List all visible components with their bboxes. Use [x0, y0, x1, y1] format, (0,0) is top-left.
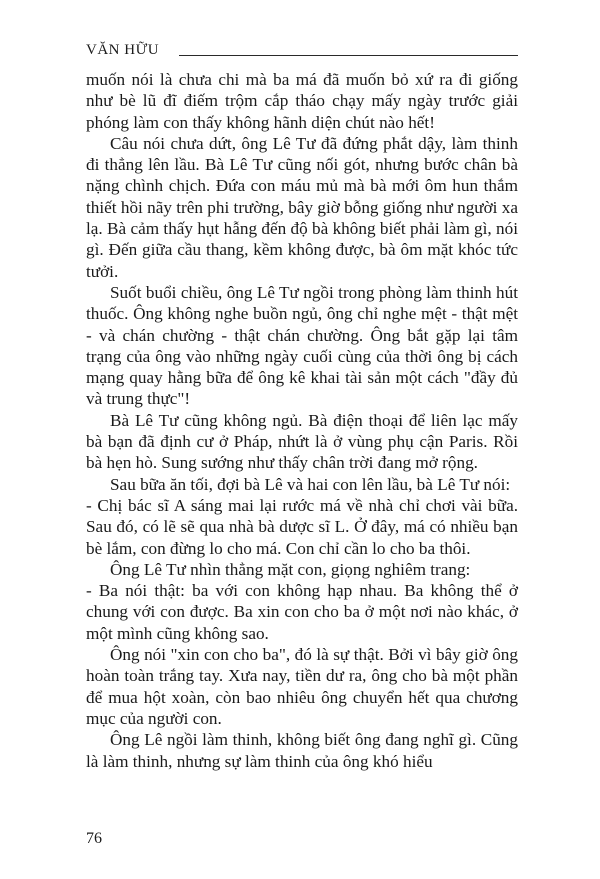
paragraph: Câu nói chưa dứt, ông Lê Tư đã đứng phắt dậy, làm thinh đi thẳng lên lầu. Bà Lê Tư cũng nối gót, nhưng bước chân bà nặng chình chịch. Đứa con máu mủ mà bà mới ôm hun thắm thiết hồi nãy trên phi trường, bây giờ bỗng giống như người xa lạ. Bà cảm thấy hụt hẫng đến độ bà không biết phải làm gì, nói gì. Đến giữa cầu thang, kềm không được, bà ôm mặt khóc tức tưởi.: [86, 133, 518, 281]
page-number: 76: [86, 830, 102, 847]
paragraph: Suốt buổi chiều, ông Lê Tư ngồi trong phòng làm thinh hút thuốc. Ông không nghe buồn ngủ, ông chỉ nghe mệt - thật mệt - và chán chường - thật chán chường. Ông bắt gặp lại tâm trạng của ông vào những ngày cuối cùng của thời ông bị cách mạng quay hằng bữa để ông kê khai tài sản một cách "đầy đủ và trung thực"!: [86, 282, 518, 409]
paragraph: Ông nói "xin con cho ba", đó là sự thật. Bởi vì bây giờ ông hoàn toàn trắng tay. Xưa nay, tiền dư ra, ông cho bà một phần để mua hột xoàn, còn bao nhiêu ông chuyển hết qua chương mục của người con.: [86, 645, 518, 728]
header-rule: [179, 55, 518, 56]
author-name: VĂN HỮU: [86, 42, 160, 58]
paragraph: Sau bữa ăn tối, đợi bà Lê và hai con lên lầu, bà Lê Tư nói:: [110, 474, 511, 494]
dialogue-line: - Chị bác sĩ A sáng mai lại rước má về nhà chỉ chơi vài bữa. Sau đó, có lẽ sẽ qua nhà bà dược sĩ L. Ở đây, má có nhiều bạn bè lắm, con đừng lo cho má. Con chỉ cần lo cho ba thôi.: [86, 495, 518, 558]
body-text: [86, 69, 518, 772]
running-header: [86, 40, 518, 62]
dialogue-line: - Ba nói thật: ba với con không hạp nhau. Ba không thể ở chung với con được. Ba xin con cho ba ở một nơi nào khác, ở một mình cũng không sao.: [86, 581, 518, 643]
paragraph: Ông Lê ngồi làm thinh, không biết ông đang nghĩ gì. Cũng là làm thinh, nhưng sự làm thinh của ông khó hiểu: [86, 730, 518, 771]
paragraph: Ông Lê Tư nhìn thẳng mặt con, giọng nghiêm trang:: [110, 559, 471, 579]
paragraph-continued: muốn nói là chưa chi mà ba má đã muốn bỏ xứ ra đi giống như bè lũ đĩ điếm trộm cắp tháo chạy mấy ngày trước giải phóng làm con thấy không hãnh diện chút nào hết!: [86, 70, 518, 132]
paragraph: Bà Lê Tư cũng không ngủ. Bà điện thoại để liên lạc mấy bà bạn đã định cư ở Pháp, nhứt là ở vùng phụ cận Paris. Rồi bà hẹn hò. Sung sướng như thấy chân trời đang mở rộng.: [86, 410, 518, 473]
